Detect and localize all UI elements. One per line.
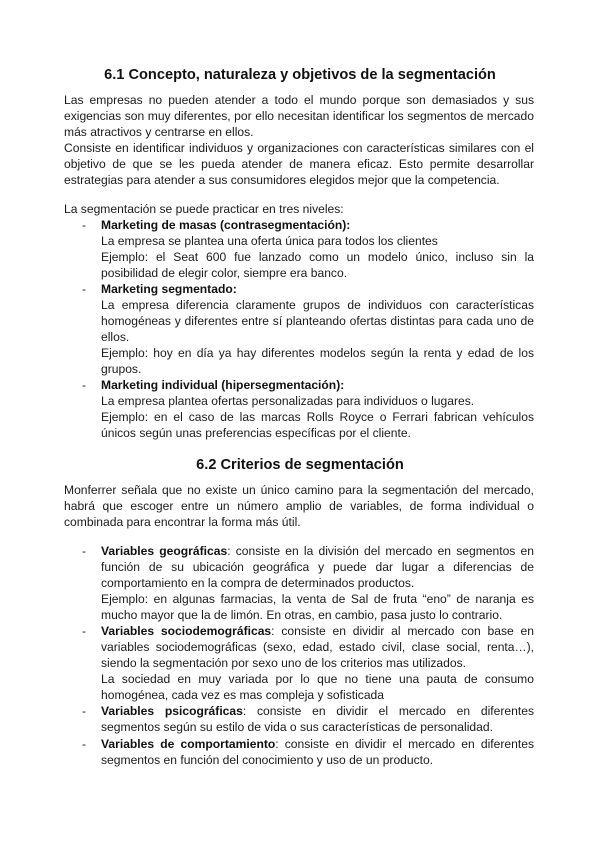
criterion-desc: : consiste en dividir el mercado en diferentes segmentos según su estilo de vida o sus características de personalidad.: [101, 704, 535, 735]
section-heading-6-2: 6.2 Criterios de segmentación: [196, 457, 404, 473]
paragraph-definition: Consiste en identificar individuos y organizaciones con características similares con el objetivo de que se les pueda atender de manera eficaz. Esto permite desarrollar estrategias para atender a sus consumidores elegidos mejor que la competencia.: [64, 141, 534, 188]
criterion-body: [101, 543, 534, 623]
level-body: [101, 281, 534, 378]
criterion-term: Variables psicográficas: [101, 704, 243, 718]
level-text: La empresa plantea ofertas personalizadas para individuos o lugares.: [101, 394, 475, 409]
criterion-note: La sociedad en muy variada por lo que no tiene una pauta de consumo homogénea, cada vez es mas compleja y sofisticada: [101, 672, 534, 703]
level-example: Ejemplo: hoy en día ya hay diferentes modelos según la renta y edad de los grupos.: [101, 346, 534, 377]
criterion-body: [101, 623, 534, 703]
level-text: La empresa diferencia claramente grupos de individuos con características homogéneas y diferentes entre sí planteando ofertas distintas para cada uno de ellos.: [101, 298, 534, 345]
levels-intro: La segmentación se puede practicar en tres niveles:: [64, 202, 344, 216]
level-title: Marketing individual (hipersegmentación):: [101, 378, 345, 392]
criterion-body: [101, 736, 534, 768]
level-body: [101, 217, 534, 281]
level-title: Marketing de masas (contrasegmentación):: [101, 218, 351, 232]
section-heading-6-1: 6.1 Concepto, naturaleza y objetivos de la segmentación: [104, 67, 496, 83]
list-dash: -: [82, 624, 87, 638]
list-dash: -: [82, 737, 87, 751]
criterion-term: Variables geográficas: [101, 544, 228, 558]
criterion-desc: : consiste en dividir al mercado con base en variables sociodemográficas (sexo, edad, estado civil, clase social, renta…), siendo la segmentación por sexo uno de los criterios mas utilizados.: [101, 624, 534, 671]
criterion-desc: : consiste en la división del mercado en segmentos en función de su ubicación geográfica y puede dar lugar a diferencias de comportamiento en la compra de determinados productos.: [101, 544, 534, 591]
level-body: [101, 377, 534, 441]
paragraph-criteria-intro: Monferrer señala que no existe un único camino para la segmentación del mercado, habrá que escoger entre un número amplio de variables, de forma individual o combinada para encontrar la forma más útil.: [64, 483, 534, 530]
criterion-term: Variables de comportamiento: [101, 737, 276, 751]
list-dash: -: [82, 218, 87, 232]
level-text: La empresa se plantea una oferta única para todos los clientes: [101, 234, 438, 249]
criterion-example: Ejemplo: en algunas farmacias, la venta de Sal de fruta “eno” de naranja es mucho mayor que la de limón. En otras, en cambio, pasa justo lo contrario.: [101, 592, 534, 623]
list-dash: -: [82, 378, 87, 392]
level-example: Ejemplo: el Seat 600 fue lanzado como un modelo único, incluso sin la posibilidad de elegir color, siempre era banco.: [101, 250, 534, 281]
paragraph-intro: Las empresas no pueden atender a todo el mundo porque son demasiados y sus exigencias son muy diferentes, por ello necesitan identificar los segmentos de mercado más atractivos y centrarse en ellos.: [64, 93, 534, 140]
criterion-body: [101, 703, 534, 735]
list-dash: -: [82, 282, 87, 296]
criterion-desc: : consiste en dividir el mercado en diferentes segmentos en función del conocimiento y uso de un producto.: [101, 737, 534, 768]
level-title: Marketing segmentado:: [101, 282, 237, 296]
list-dash: -: [82, 544, 87, 558]
level-example: Ejemplo: en el caso de las marcas Rolls Royce o Ferrari fabrican vehículos únicos según unas preferencias específicas por el cliente.: [101, 410, 534, 441]
criterion-term: Variables sociodemográficas: [101, 624, 272, 638]
list-dash: -: [82, 704, 87, 718]
